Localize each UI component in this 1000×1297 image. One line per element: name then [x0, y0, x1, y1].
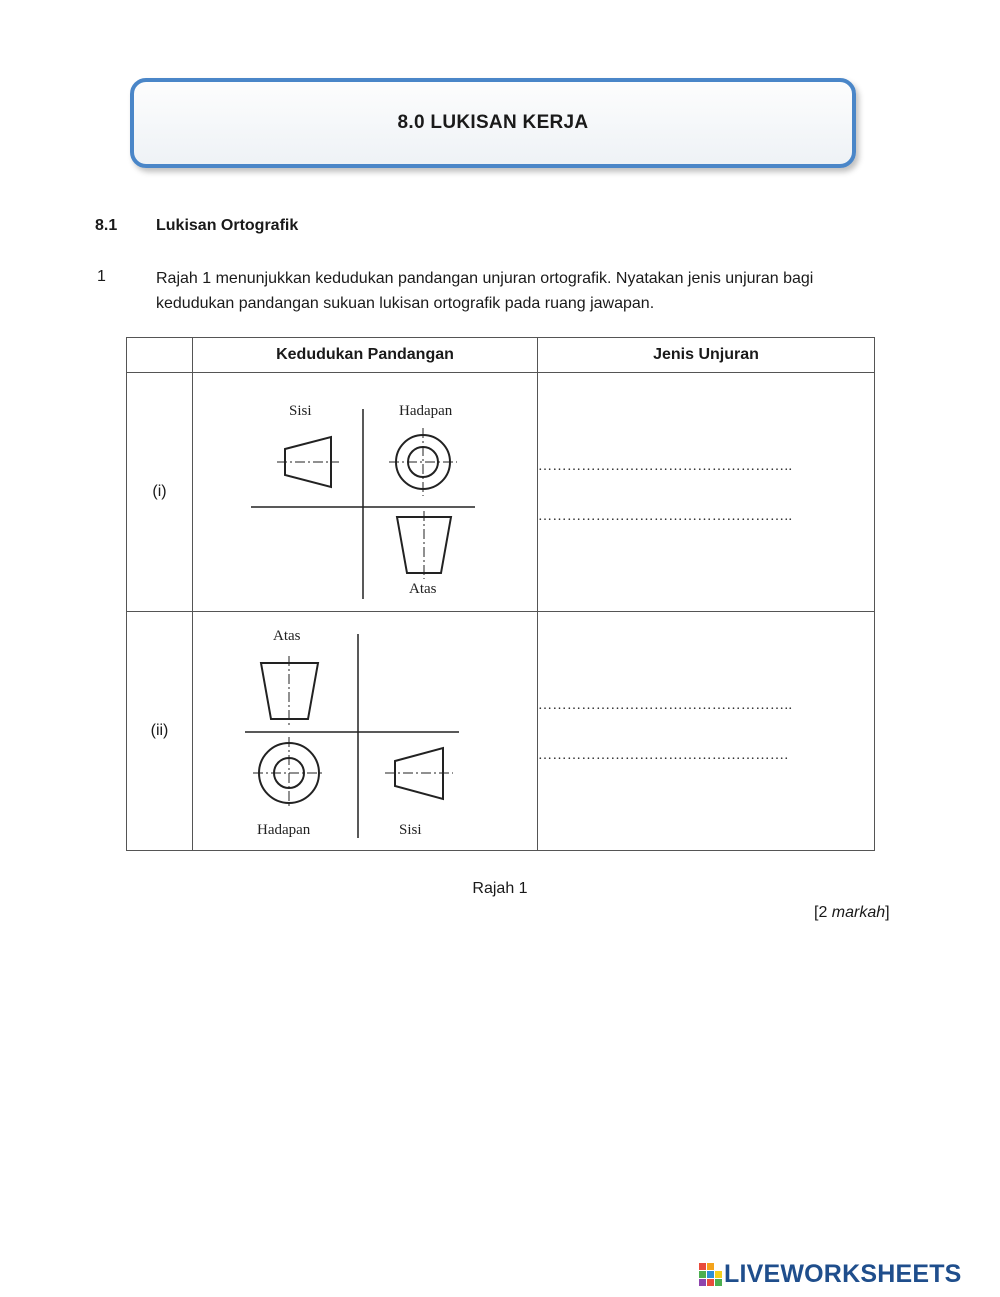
figure-caption: Rajah 1: [472, 880, 528, 897]
drawing-cell-first-angle: [193, 373, 538, 612]
label-front: Hadapan: [257, 822, 311, 838]
liveworksheets-logo[interactable]: [698, 1260, 962, 1289]
question-number: 1: [97, 268, 106, 285]
table-row: [127, 373, 875, 612]
marks-word: markah: [831, 904, 886, 921]
table-header-row: [127, 338, 875, 373]
projection-table: [126, 337, 875, 851]
marks-label: [814, 904, 890, 922]
row-label: (i): [127, 373, 193, 612]
header-blank: [127, 338, 193, 373]
answer-line[interactable]: ……………………………………………..: [538, 509, 793, 524]
section-title: Lukisan Ortografik: [156, 217, 299, 234]
marks-close: ]: [885, 904, 890, 921]
header-views: Kedudukan Pandangan: [193, 338, 538, 373]
question-text: Rajah 1 menunjukkan kedudukan pandangan unjuran ortografik. Nyatakan jenis unjuran bagi kedudukan pandangan sukuan lukisan ortografik pada ruang jawapan.: [156, 270, 814, 312]
table-row: [127, 612, 875, 851]
orthographic-drawing-i: [193, 373, 537, 611]
label-side: Sisi: [399, 822, 422, 838]
chapter-title: 8.0 LUKISAN KERJA: [397, 112, 589, 133]
header-projection-type: Jenis Unjuran: [538, 338, 875, 373]
chapter-title-box: [130, 78, 856, 168]
drawing-cell-third-angle: [193, 612, 538, 851]
marks-open: [2: [814, 904, 832, 921]
label-front: Hadapan: [399, 403, 453, 419]
answer-line[interactable]: ……………………………………………..: [538, 459, 793, 474]
liveworksheets-cube-icon: [698, 1262, 724, 1288]
label-top: Atas: [273, 628, 301, 644]
orthographic-drawing-ii: [193, 612, 537, 850]
label-side: Sisi: [289, 403, 312, 419]
answer-line[interactable]: …………………………………………….: [538, 748, 789, 763]
answer-cell: [538, 612, 875, 851]
answer-cell: [538, 373, 875, 612]
logo-text: LIVEWORKSHEETS: [724, 1260, 962, 1288]
answer-line[interactable]: ……………………………………………..: [538, 698, 793, 713]
row-label: (ii): [127, 612, 193, 851]
front-view-outer-circle: [396, 435, 450, 489]
section-number: 8.1: [95, 217, 118, 234]
label-top: Atas: [409, 581, 437, 597]
